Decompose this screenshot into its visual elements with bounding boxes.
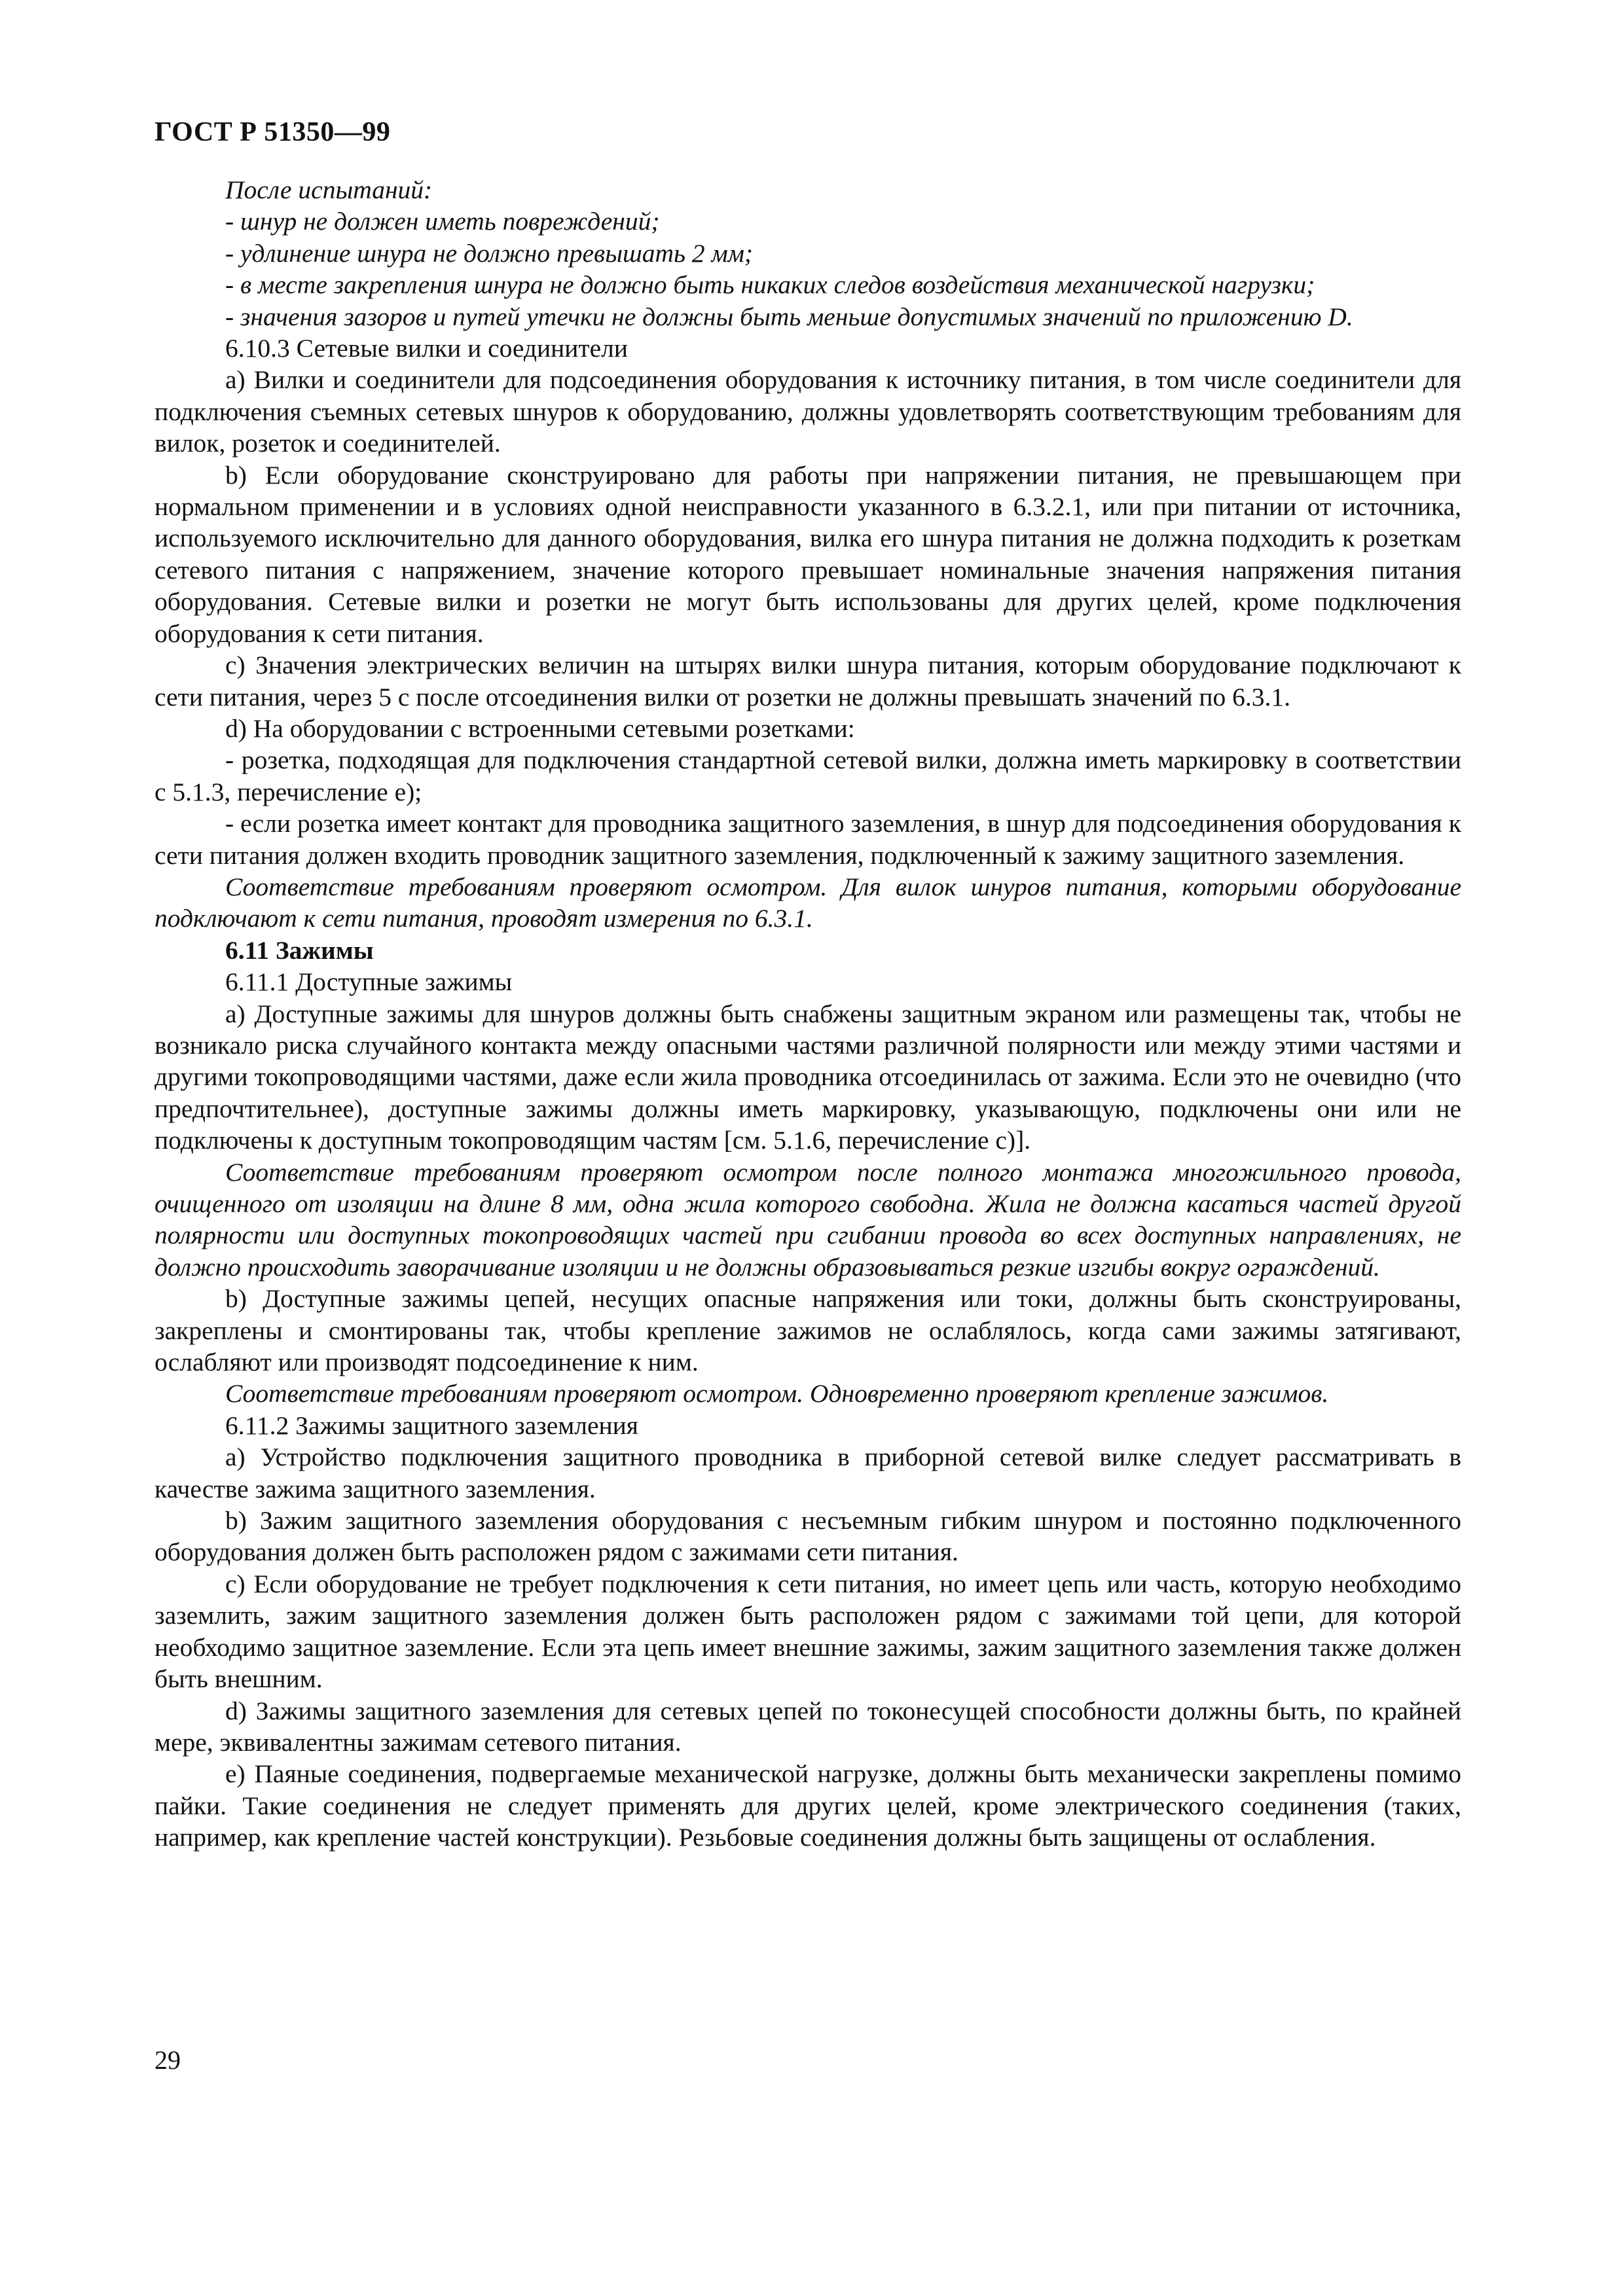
after-tests-item: - удлинение шнура не должно превышать 2 мм; xyxy=(225,238,754,268)
paragraph: a) Доступные зажимы для шнуров должны быть снабжены защитным экраном или размещены так, чтобы не возникало риска случайного контакта между опасными частями различной полярности или между этими частями и другими токопроводящими частями, даже если жила проводника отсоединилась от зажима. Если это не очевидно (что предпочтительнее), доступные зажимы должны иметь маркировку, указывающую, подключены они или не подключены к доступным токопроводящим частям [см. 5.1.6, перечисление c)]. xyxy=(155,999,1461,1155)
paragraph: b) Зажим защитного заземления оборудования с несъемным гибким шнуром и постоянно подключенного оборудования должен быть расположен рядом с зажимами сети питания. xyxy=(155,1506,1461,1567)
paragraph: c) Значения электрических величин на штырях вилки шнура питания, которым оборудование подключают к сети питания, через 5 с после отсоединения вилки от розетки не должны превышать значений по 6.3.1. xyxy=(155,651,1461,711)
after-tests-item: - значения зазоров и путей утечки не должны быть меньше допустимых значений по приложению D. xyxy=(225,302,1353,331)
paragraph: b) Доступные зажимы цепей, несущих опасные напряжения или токи, должны быть сконструированы, закреплены и смонтированы так, чтобы крепление зажимов не ослаблялось, когда сами зажимы затягивают, ослабляют или производят подсоединение к ним. xyxy=(155,1284,1461,1377)
page-number: 29 xyxy=(155,2045,181,2075)
paragraph: b) Если оборудование сконструировано для работы при напряжении питания, не превышающем при нормальном применении и в условиях одной неисправности указанного в 6.3.2.1, или при питании от источника, используемого исключительно для данного оборудования, вилка его шнура питания не должна подходить к розеткам сетевого питания с напряжением, значение которого превышает номинальные значения напряжения питания оборудования. Сетевые вилки и розетки не могут быть использованы для других целей, кроме подключения оборудования к сети питания. xyxy=(155,460,1461,648)
paragraph: a) Вилки и соединители для подсоединения оборудования к источнику питания, в том числе соединители для подключения съемных сетевых шнуров к оборудованию, должны удовлетворять соответствующим требованиям для вилок, розеток и соединителей. xyxy=(155,365,1461,458)
paragraph: d) Зажимы защитного заземления для сетевых цепей по токонесущей способности должны быть, по крайней мере, эквивалентны зажимам сетевого питания. xyxy=(155,1696,1461,1757)
compliance-note: Соответствие требованиям проверяют осмотром после полного монтажа многожильного провода, очищенного от изоляции на длине 8 мм, одна жила которого свободна. Жила не должна касаться частей другой полярности или доступных токопроводящих частей при сгибании провода во всех доступных направлениях, не должно происходить заворачивание изоляции и не должны образовываться резкие изгибы вокруг ограждений. xyxy=(155,1157,1461,1282)
paragraph: c) Если оборудование не требует подключения к сети питания, но имеет цепь или часть, которую необходимо заземлить, зажим защитного заземления должен быть расположен рядом с зажимами той цепи, для которой необходимо защитное заземление. Если эта цепь имеет внешние зажимы, зажим защитного заземления также должен быть внешним. xyxy=(155,1569,1461,1694)
paragraph: d) На оборудовании с встроенными сетевыми розетками: xyxy=(225,713,855,743)
document-body xyxy=(155,174,1461,1854)
paragraph: - розетка, подходящая для подключения стандартной сетевой вилки, должна иметь маркировку в соответствии с 5.1.3, перечисление e); xyxy=(155,745,1461,806)
compliance-note: Соответствие требованиям проверяют осмотром. Одновременно проверяют крепление зажимов. xyxy=(225,1379,1329,1408)
document-header: ГОСТ Р 51350—99 xyxy=(155,117,391,147)
after-tests-item: - в месте закрепления шнура не должно быть никаких следов воздействия механической нагрузки; xyxy=(225,270,1315,300)
paragraph: - если розетка имеет контакт для проводника защитного заземления, в шнур для подсоединения оборудования к сети питания должен входить проводник защитного заземления, подключенный к зажиму защитного заземления. xyxy=(155,809,1461,870)
paragraph: e) Паяные соединения, подвергаемые механической нагрузке, должны быть механически закреплены помимо пайки. Такие соединения не следует применять для других целей, кроме электрического соединения (таких, например, как крепление частей конструкции). Резьбовые соединения должны быть защищены от ослабления. xyxy=(155,1759,1461,1852)
section-heading: 6.11.2 Зажимы защитного заземления xyxy=(225,1410,638,1440)
section-heading: 6.10.3 Сетевые вилки и соединители xyxy=(225,334,629,363)
compliance-note: Соответствие требованиям проверяют осмотром. Для вилок шнуров питания, которыми оборудование подключают к сети питания, проводят измерения по 6.3.1. xyxy=(155,872,1461,933)
after-tests-item: - шнур не должен иметь повреждений; xyxy=(225,207,660,236)
after-tests-heading: После испытаний: xyxy=(225,175,433,204)
section-heading: 6.11 Зажимы xyxy=(225,935,374,965)
section-heading: 6.11.1 Доступные зажимы xyxy=(225,967,513,997)
paragraph: a) Устройство подключения защитного проводника в приборной сетевой вилке следует рассматривать в качестве зажима защитного заземления. xyxy=(155,1443,1461,1503)
